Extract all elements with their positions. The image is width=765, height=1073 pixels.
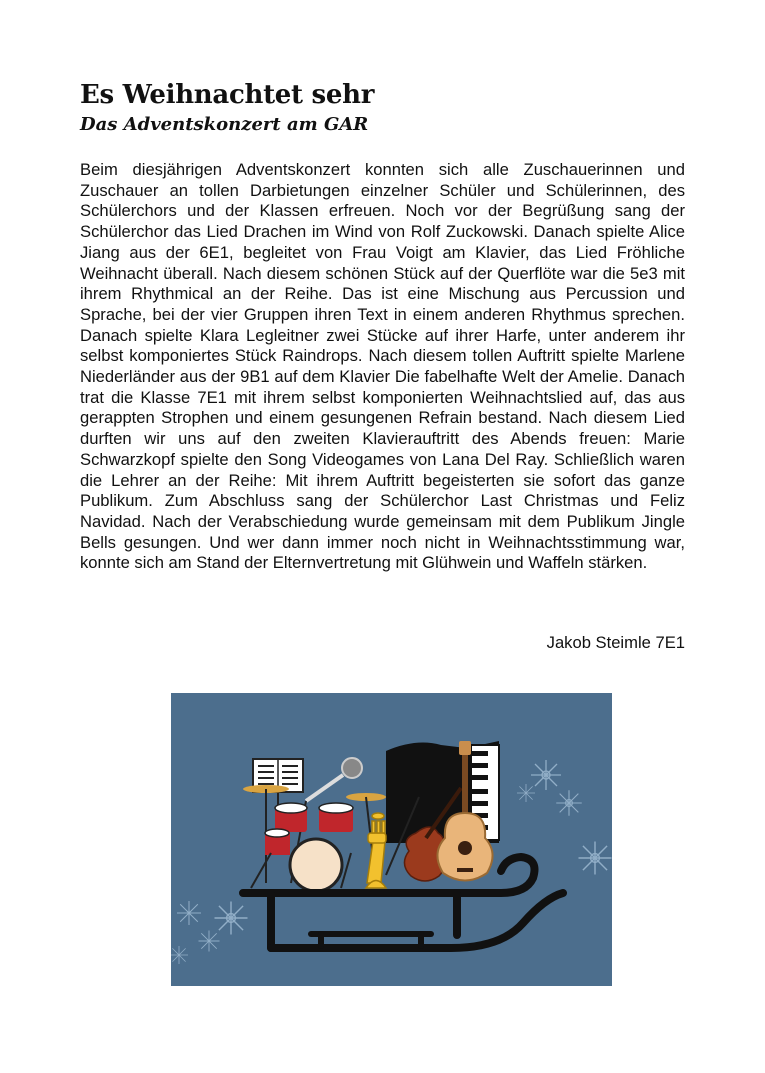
concert-illustration: [171, 693, 612, 986]
article-title: Es Weihnachtet sehr: [80, 80, 375, 110]
drum-kit-icon: [243, 785, 386, 891]
article-subtitle: Das Adventskonzert am GAR: [80, 114, 369, 135]
article-author: Jakob Steimle 7E1: [546, 633, 685, 652]
article-body: Beim diesjährigen Adventskonzert konnten sich alle Zuschauerinnen und Zuschauer an tollen Darbietungen einzelner Schüler und Schülerinnen, des Schülerchors und der Klassen erfreuen. Noch vor der Begrüßung sang der Schülerchor das Lied Drachen im Wind von Rolf Zuckowski. Danach spielte Alice Jiang aus der 6E1, begleitet von Frau Voigt am Klavier, das Lied Fröhliche Weihnacht überall. Nach diesem schönen Stück auf der Querflöte war die 5e3 mit ihrem Rhythmical an der Reihe. Das ist eine Mischung aus Percussion und Sprache, bei der vier Gruppen ihren Text in einem anderen Rhythmus sprechen. Danach spielte Klara Legleitner zwei Stücke auf ihrer Harfe, unter anderem ihr selbst komponiertes Stück Raindrops. Nach diesem tollen Auftritt spielte Marlene Niederländer aus der 9B1 auf dem Klavier Die fabelhafte Welt der Amelie. Danach trat die Klasse 7E1 mit ihrem selbst komponierten Weihnachtslied auf, das aus gerappten Strophen und einem gesungenen Refrain bestand. Nach diesem Lied durften wir uns auf den zweiten Klavierauftritt des Abends freuen: Marie Schwarzkopf spielte den Song Videogames von Lana Del Ray. Schließlich waren die Lehrer an der Reihe: Mit ihrem Auftritt begeisterten sie sofort das ganze Publikum. Zum Abschluss sang der Schülerchor Last Christmas und Feliz Navidad. Nach der Verabschiedung wurde gemeinsam mit dem Publikum Jingle Bells gesungen. Und wer dann immer noch nicht in Weihnachtsstimmung war, konnte sich am Stand der Elternvertretung mit Glühwein und Waffeln stärken.: [80, 160, 685, 573]
